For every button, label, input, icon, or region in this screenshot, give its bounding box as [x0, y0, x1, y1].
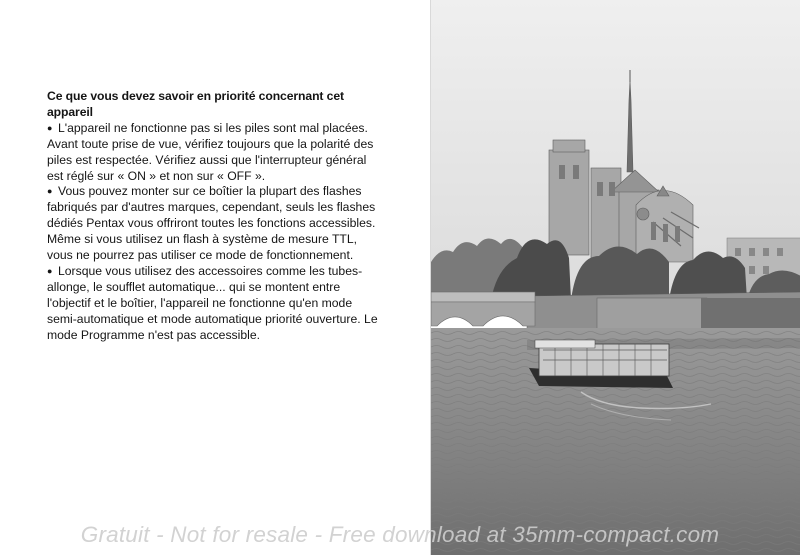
- bullet-text: Vous pouvez monter sur ce boîtier la plupart des flashes fabriqués par d'autres marques, cependant, seuls les flashes dédiés Pentax vous offriront toutes les fonctions accessibles. Même si vous utilisez un flash à système de mesure TTL, vous ne pourrez pas utiliser ce mode de fonctionnement.: [47, 184, 376, 263]
- bullet-text: L'appareil ne fonctionne pas si les piles sont mal placées. Avant toute prise de vue, vérifiez toujours que la polarité des piles est respectée. Vérifiez aussi que l'interrupteur général est réglé sur « ON » et non sur « OFF ».: [47, 120, 374, 183]
- notre-dame-photo: [431, 0, 800, 555]
- text-block: [47, 89, 382, 344]
- bridge: [431, 292, 535, 326]
- bullet-icon: ●: [47, 186, 53, 197]
- bullet-list: [47, 121, 382, 344]
- bullet-text: Lorsque vous utilisez des accessoires comme les tubes-allonge, le soufflet automatique... qui se montent entre l'objectif et le boîtier, l'appareil ne fonctionne qu'en mode semi-automatique et mode automatique priorité ouverture. Le mode Programme n'est pas accessible.: [47, 263, 378, 342]
- right-page: [430, 0, 800, 555]
- section-heading: Ce que vous devez savoir en priorité concernant cet appareil: [47, 89, 344, 119]
- bullet-icon: ●: [47, 265, 53, 276]
- bullet-item: [47, 264, 382, 344]
- bullet-icon: ●: [47, 122, 53, 133]
- tour-boat: [529, 340, 673, 388]
- watermark-text: Gratuit - Not for resale - Free download at 35mm-compact.com: [80, 522, 720, 547]
- bullet-item: [47, 184, 382, 264]
- bullet-item: [47, 121, 382, 185]
